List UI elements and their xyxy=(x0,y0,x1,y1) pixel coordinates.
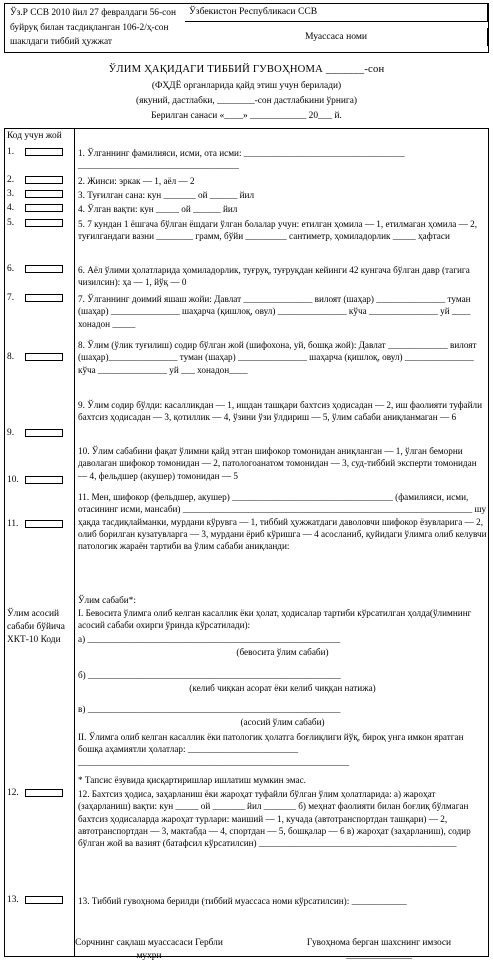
issue-date-line[interactable]: Берилган санаси «____» ____________ 20___ й. xyxy=(151,110,342,121)
code-box[interactable] xyxy=(25,896,63,904)
code-box[interactable] xyxy=(25,520,63,528)
item-number: 2. xyxy=(7,175,15,185)
item-text[interactable]: 5. 7 кундан 1 ёшгача бўлган ёшдаги ўлган болалар учун: етилган ҳомила — 1, етилмаган ҳомила — 2, туғилгандаги вазни ________ грамм, бўйи _________ сантиметр, ҳомиладорлик _____ ҳафтаси xyxy=(78,219,478,242)
item-text[interactable]: 2. Жинси: эркак — 1, аёл — 2 xyxy=(78,176,195,186)
item-number: 1. xyxy=(7,147,15,157)
code-box[interactable] xyxy=(25,789,63,797)
code-box[interactable] xyxy=(25,190,63,198)
code-box[interactable] xyxy=(25,429,63,437)
code-column-header: Код учун жой xyxy=(7,131,62,141)
seal-label: Сорчнинг сақлаш муассасаси Гербли мухри xyxy=(75,938,223,961)
certificate-form xyxy=(4,128,489,957)
document-title: ЎЛИМ ҲАҚИДАГИ ТИББИЙ ГУВОҲНОМА _______-сон xyxy=(108,64,385,75)
title-block xyxy=(0,64,493,126)
item-number: 3. xyxy=(7,189,15,199)
code-box[interactable] xyxy=(25,204,63,212)
item-number: 11. xyxy=(7,519,19,529)
icd10-code-label: Ўлим асосий сабаби бўйича ХКТ-10 Коди xyxy=(7,609,65,645)
code-box[interactable] xyxy=(25,476,63,484)
item-text[interactable]: 1. Ўлганнинг фамилияси, исми, ота исми: ___________________________________ ___________________________________ xyxy=(78,148,405,171)
cause-line-b[interactable]: б) _______________________________________________________ xyxy=(78,670,341,680)
item-text[interactable]: 3. Туғилган сана: кун _______ ой ______ йил xyxy=(78,190,255,200)
item-number: 9. xyxy=(7,428,15,438)
code-box[interactable] xyxy=(25,176,63,184)
cause-caption-a: (бевосита ўлим сабаби) xyxy=(236,647,329,657)
cause-line-a[interactable]: а) _______________________________________________________ xyxy=(78,634,341,644)
document-subtitle-1: (ФҲДЁ органларида қайд этиш учун берилади) xyxy=(151,80,342,91)
code-box[interactable] xyxy=(25,148,63,156)
cause-heading: Ўлим сабаби*: xyxy=(78,595,136,605)
ministry-name: Ўзбекистон Республикаси ССВ xyxy=(185,4,488,22)
item-text[interactable]: 9. Ўлим содир бўлди: касалликдан — 1, ишдан ташқари бахтсиз ҳодисадан — 2, иш фаолияти туфайли бахтсиз ҳодисадан — 3, қотиллик — 4, ўзини ўзи ўлдириш — 5, ўлим сабаби аниқланмаган — 6 xyxy=(78,400,483,423)
cause-caption-b: (келиб чиқкан асорат ёки келиб чиққан натижа) xyxy=(189,683,376,693)
cause-caption-c: (асосий ўлим сабаби) xyxy=(240,717,325,727)
abbreviation-note: * Тапсис ёзувида қисқартиришлар ишлатиш мумкин эмас. xyxy=(78,775,306,785)
item-number: 10. xyxy=(7,475,19,485)
cause-line-c[interactable]: в) _______________________________________________________ xyxy=(78,704,341,714)
item-text[interactable]: 10. Ўлим сабабини фақат ўлимни қайд этган шифокор томонидан аниқланган — 1, ўлган беморни даволаган шифокор томонидан — 2, патологоанатом томонидан — 3, суд-тиббий эксперти томонидан — 4, фельдшер (акушер) томонидан — 5 xyxy=(78,446,477,481)
item-text[interactable]: 12. Бахтсиз ҳодиса, заҳарланиш ёки жароҳат туфайли бўлган ўлим ҳолатларида: а) жароҳат (заҳарланиш) вақти: кун _____ ой _______ йил _______ б) меҳнат фаолияти билан боғлиқ бўлмаган бахтсиз ҳодисаларда жароҳат турлари: маиший — 1, кучада (автотранспортдан ташқари) — 2, автотранспортдан — 3, мактабда — 4, спортдан — 5, бошқалар — 6 в) жароҳат (заҳарланиш), содир бўлган жой ва вазият (батафсил кўрсатилсин) ___________________________________________ xyxy=(78,789,471,849)
item-number: 5. xyxy=(7,218,15,228)
footer xyxy=(4,907,489,961)
item-text[interactable]: 7. Ўлганнинг доимий яшаш жойи: Давлат _______________ вилоят (шаҳар) _______________ туман (шаҳар) _______________ шаҳарча (қишлоқ, овул) _______________ кўча _______________ уй ____ хонадон _____ xyxy=(78,294,471,329)
document-subtitle-2: (якуний, дастлабки, ________-сон дастлабкини ўрнига) xyxy=(136,95,357,106)
header-table xyxy=(4,3,489,53)
cause-part-2[interactable]: II. Ўлимга олиб келган касаллик ёки патологик ҳолатга боғлиқлиги йўқ, бироқ унга имкон яратган бошқа аҳамиятли ҳолатлар: ________________________ ___________________________________________________________ xyxy=(78,732,464,767)
code-box[interactable] xyxy=(25,294,63,302)
code-box[interactable] xyxy=(25,353,63,361)
item-text[interactable]: 8. Ўлим (ўлик туғилиш) содир бўлган жой (шифохона, уй, бошқа жой): Давлат _____________ вилоят (шаҳар)_______________ туман (шаҳар) _______________ шаҳарча (қишлоқ, овул) _______________ кўча _______________ уй ___ хонадон____ xyxy=(78,340,477,375)
code-box[interactable] xyxy=(25,219,63,227)
document-approval: Ўз.Р ССВ 2010 йил 27 февралдаги 56-сон буйруқ билан тасдиқланган 106-2/ҳ-сон шаклдаги тиббий ҳужжат xyxy=(10,8,176,48)
signature-line[interactable]: Гувоҳнома берган шахснинг имзоси ______________ xyxy=(306,938,452,961)
item-number: 6. xyxy=(7,264,15,274)
item-number: 12. xyxy=(7,788,19,798)
code-box[interactable] xyxy=(25,265,63,273)
institution-name-field[interactable]: Муассаса номи xyxy=(185,28,488,46)
item-number: 4. xyxy=(7,203,15,213)
column-divider xyxy=(74,129,75,956)
item-text[interactable]: 13. Тиббий гувоҳнома берилди (тиббий муассаса номи кўрсатилсин): ____________ xyxy=(78,896,407,906)
item-text[interactable]: 11. Мен, шифокор (фельдшер, акушер) ___________________________________ (фамилияси, исми, отасининг исми, мансаби) _______________________________________________________________ шу ҳақда тасдиқлайманки, мурдани кўрувга — 1, тиббий ҳужжатдаги даволовчи шифокор ёзувларига — 2, олиб борилган кузатувларга — 3, мурдани ёриб кўришга — 4 асосланиб, қуйидаги ўлимга олиб келувчи патологик жараён тартиби ва ўлим сабаби аниқланди: xyxy=(78,492,487,552)
item-text[interactable]: 6. Аёл ўлими ҳолатларида ҳомиладорлик, туғруқ, туғруқдан кейинги 42 кунгача бўлган давр (тагига чизилсин): ҳа — 1, йўқ — 0 xyxy=(78,265,470,288)
item-number: 13. xyxy=(7,895,19,905)
item-text[interactable]: 4. Ўлган вақти: кун _____ ой ______ йил xyxy=(78,204,238,214)
cause-part-1: I. Бевосита ўлимга олиб келган касаллик ёки ҳолат, ҳодисалар тартиби кўрсатилган ҳолда(ўлимнинг асосий сабаби охирги ўринда кўрсатилади): xyxy=(78,608,472,631)
item-number: 8. xyxy=(7,352,15,362)
item-number: 7. xyxy=(7,293,15,303)
